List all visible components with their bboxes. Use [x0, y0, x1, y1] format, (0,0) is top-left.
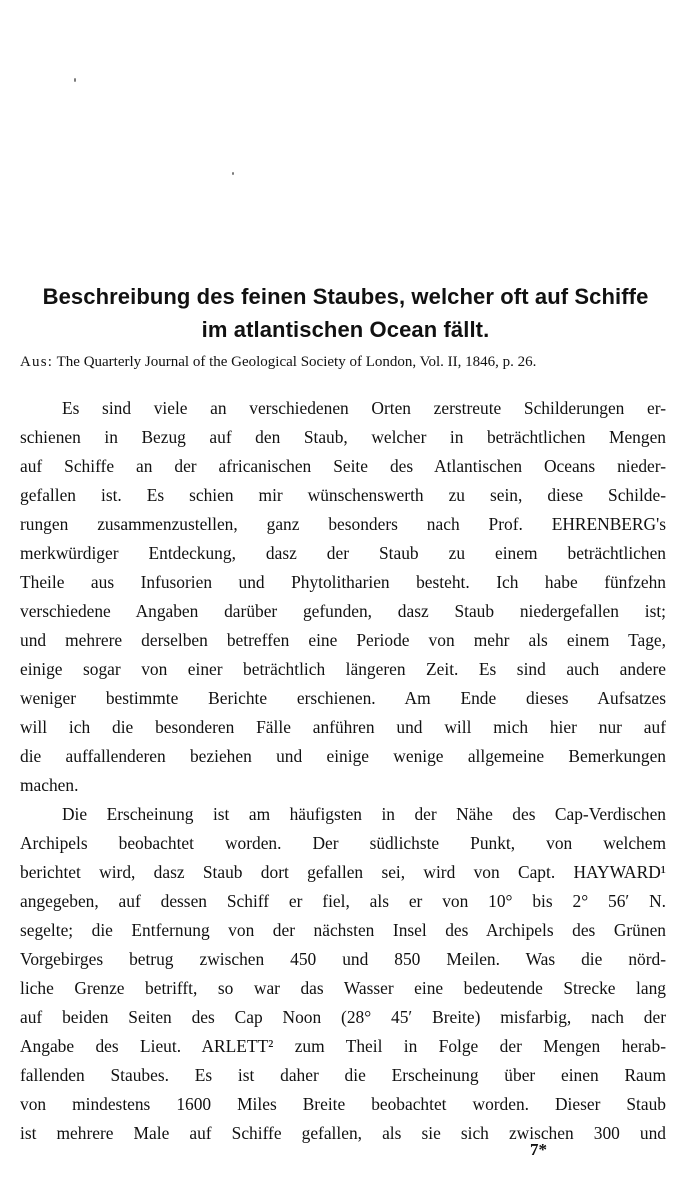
- text-line: berichtet wird, dasz Staub dort gefallen sei, wird von Capt. HAYWARD¹: [20, 862, 666, 882]
- ink-speck: [74, 78, 76, 82]
- text-line: und mehrere derselben betreffen eine Periode von mehr als einem Tage,: [20, 630, 666, 650]
- text-line: Die Erscheinung ist am häufigsten in der Nähe des Cap-Verdischen: [62, 804, 666, 824]
- text-line: gefallen ist. Es schien mir wünschenswerth zu sein, diese Schilde-: [20, 485, 666, 505]
- source-text: The Quarterly Journal of the Geological Society of London, Vol. II, 1846, p. 26.: [56, 354, 537, 370]
- text-line: verschiedene Angaben darüber gefunden, dasz Staub niedergefallen ist;: [20, 601, 666, 621]
- text-line: Theile aus Infusorien und Phytolitharien besteht. Ich habe fünfzehn: [20, 572, 666, 592]
- text-line: schienen in Bezug auf den Staub, welcher in beträchtlichen Mengen: [20, 427, 666, 447]
- article-title: [14, 280, 677, 346]
- text-line: Vorgebirges betrug zwischen 450 und 850 Meilen. Was die nörd-: [20, 949, 666, 969]
- text-line: weniger bestimmte Berichte erschienen. Am Ende dieses Aufsatzes: [20, 688, 666, 708]
- text-line: Angabe des Lieut. ARLETT² zum Theil in Folge der Mengen herab-: [20, 1036, 666, 1056]
- text-line: auf Schiffe an der africanischen Seite des Atlantischen Oceans nieder-: [20, 456, 666, 476]
- ink-speck: [232, 172, 234, 175]
- text-line: von mindestens 1600 Miles Breite beobachtet worden. Dieser Staub: [20, 1094, 666, 1114]
- text-line: segelte; die Entfernung von der nächsten Insel des Archipels des Grünen: [20, 920, 666, 940]
- text-line: Archipels beobachtet worden. Der südlichste Punkt, von welchem: [20, 833, 666, 853]
- text-line: fallenden Staubes. Es ist daher die Erscheinung über einen Raum: [20, 1065, 666, 1085]
- text-line: will ich die besonderen Fälle anführen und will mich hier nur auf: [20, 717, 666, 737]
- paragraph-2: [20, 800, 666, 1148]
- text-line: merkwürdiger Entdeckung, dasz der Staub zu einem beträchtlichen: [20, 543, 666, 563]
- text-line: rungen zusammenzustellen, ganz besonders nach Prof. EHRENBERG's: [20, 514, 666, 534]
- text-line: ist mehrere Male auf Schiffe gefallen, als sie sich zwischen 300 und: [20, 1123, 666, 1143]
- text-line: die auffallenderen beziehen und einige wenige allgemeine Bemerkungen: [20, 746, 666, 766]
- text-line: liche Grenze betrifft, so war das Wasser eine bedeutende Strecke lang: [20, 978, 666, 998]
- source-citation: [20, 352, 670, 372]
- source-lead: Aus:: [20, 354, 54, 370]
- text-line: machen.: [20, 775, 79, 795]
- text-line: einige sogar von einer beträchtlich längeren Zeit. Es sind auch andere: [20, 659, 666, 679]
- paragraph-1: [20, 394, 666, 800]
- title-line-2: im atlantischen Ocean fällt.: [201, 317, 490, 342]
- text-line: Es sind viele an verschiedenen Orten zerstreute Schilderungen er-: [62, 398, 666, 418]
- title-line-1: Beschreibung des feinen Staubes, welcher oft auf Schiffe: [42, 284, 649, 309]
- text-line: angegeben, auf dessen Schiff er fiel, als er von 10° bis 2° 56′ N.: [20, 891, 666, 911]
- text-line: auf beiden Seiten des Cap Noon (28° 45′ Breite) misfarbig, nach der: [20, 1007, 666, 1027]
- page-folio: 7*: [530, 1140, 547, 1159]
